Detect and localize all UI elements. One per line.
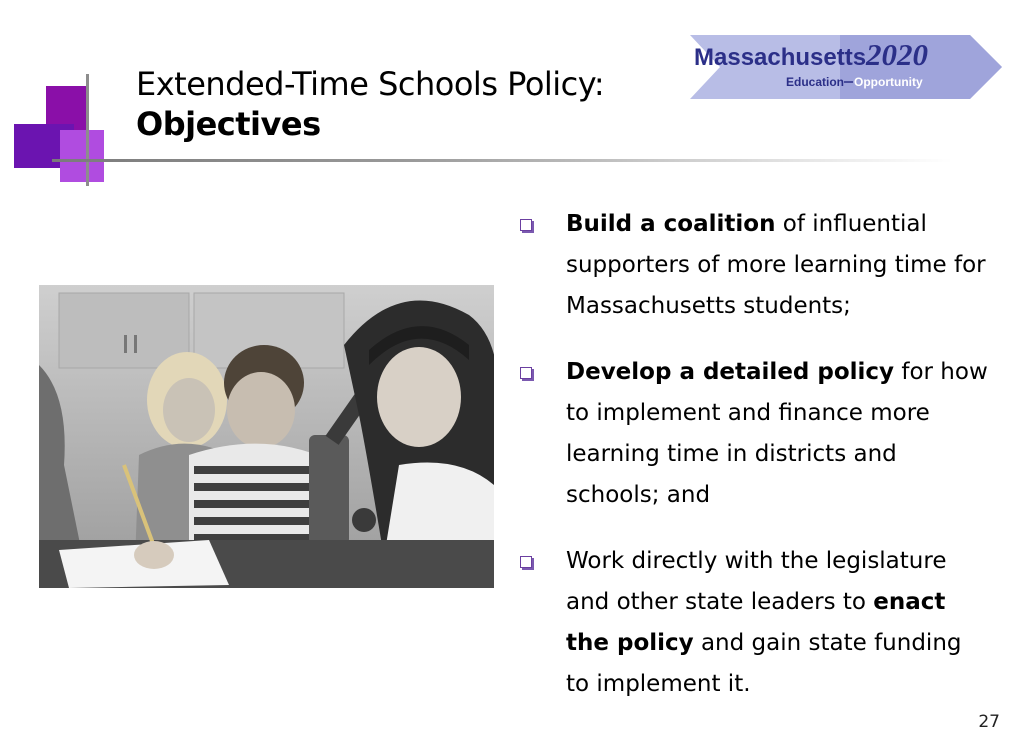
decor-square-lavender <box>60 130 104 182</box>
bullet-2-bold: Develop a detailed policy <box>566 359 895 385</box>
bullet-3-text-pre: Work directly with the legislature and other state leaders to <box>566 548 947 615</box>
logo-tagline-right: Opportunity <box>854 75 923 89</box>
checkbox-bullet-icon <box>520 556 532 568</box>
title-underline <box>52 159 952 162</box>
list-item <box>518 352 988 516</box>
checkbox-bullet-icon <box>520 367 532 379</box>
bullet-2-text: for how to implement and finance more learning time in districts and schools; and <box>566 359 988 508</box>
logo-year: 2020 <box>866 37 928 72</box>
bullet-3-text-post: and gain state funding to implement it. <box>566 630 962 697</box>
checkbox-bullet-icon <box>520 219 532 231</box>
objectives-list <box>518 204 988 730</box>
students-microscope-photo <box>39 285 494 588</box>
list-item <box>518 204 988 327</box>
massachusetts-2020-logo <box>690 32 1002 102</box>
decor-vertical-rule <box>86 74 89 186</box>
logo-tagline-left: Education <box>786 75 845 89</box>
bullet-3-bold: enact the policy <box>566 589 946 656</box>
title-line-1: Extended-Time Schools Policy: <box>136 65 605 103</box>
logo-name: Massachusetts <box>694 44 867 71</box>
list-item <box>518 541 988 705</box>
slide-title <box>136 64 604 144</box>
bullet-1-text: of influential supporters of more learning time for Massachusetts students; <box>566 211 986 319</box>
title-line-2: Objectives <box>136 105 321 143</box>
page-number: 27 <box>978 712 1000 732</box>
bullet-1-bold: Build a coalition <box>566 211 776 237</box>
